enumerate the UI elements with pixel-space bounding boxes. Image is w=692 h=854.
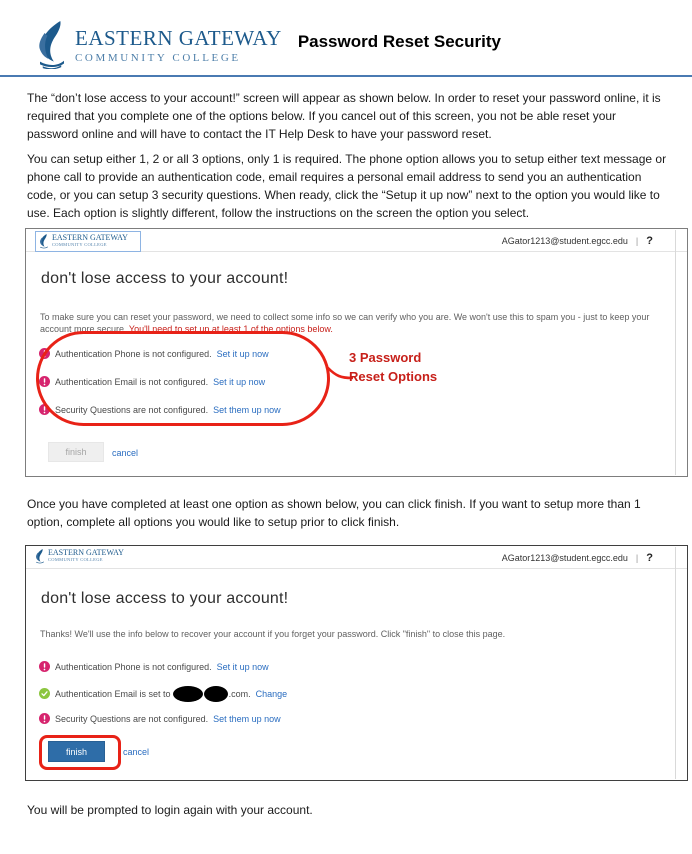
account-menu — [502, 552, 653, 564]
option-row-phone — [39, 347, 269, 360]
alert-icon — [39, 713, 50, 724]
annotation-line1: 3 Password — [349, 350, 422, 365]
help-icon[interactable]: ? — [646, 552, 653, 564]
alert-icon — [39, 404, 50, 415]
document-header — [0, 0, 692, 70]
intro-paragraph-1: The “don’t lose access to your account!” screen will appear as shown below. In order to reset your password online, it is required that you complete one of the options below. If you cancel out of this screen, you not be able reset your password online and will have to contact the IT Help Desk to have your password reset. — [27, 91, 661, 141]
egcc-logo-small-text — [48, 549, 124, 564]
finish-button-disabled[interactable]: finish — [48, 442, 104, 462]
setup-questions-link[interactable]: Set them up now — [213, 404, 281, 415]
annotation-label — [349, 349, 437, 386]
shot1-intro — [40, 312, 673, 335]
setup-phone-link[interactable]: Set it up now — [216, 348, 269, 359]
option-text: Authentication Phone is not configured. — [55, 661, 212, 672]
option-text-prefix: Authentication Email is set to — [55, 688, 171, 699]
page-title: Password Reset Security — [297, 32, 501, 51]
setup-questions-link[interactable]: Set them up now — [213, 713, 281, 724]
option-text: Security Questions are not configured. — [55, 713, 209, 724]
shot1-title: don't lose access to your account! — [41, 270, 289, 287]
logo-line2: COMMUNITY COLLEGE — [48, 558, 103, 563]
intro-plain: To make sure you can reset your password, we need to collect some info so we can verify who you are. We won't use this to spam you - just to keep your account more secure. — [40, 312, 650, 334]
option-row-email-configured — [39, 685, 287, 702]
shot2-title: don't lose access to your account! — [41, 590, 289, 607]
intro-paragraph-2: You can setup either 1, 2 or all 3 options, only 1 is required. The phone option allows you to setup either text message or phone call to provide an authentication code, email requires a personal email address to send you an authentication code, or you can setup 3 security questions. When ready, click the “Setup it up now” next to the option you would like to use. Each option is slightly different, follow the instructions on the screen the option you select. — [27, 152, 667, 220]
account-email: AGator1213@student.egcc.edu — [501, 553, 628, 563]
annotation-line2: Reset Options — [349, 368, 438, 384]
logo-line2: COMMUNITY COLLEGE — [75, 52, 241, 64]
change-email-link[interactable]: Change — [255, 688, 288, 699]
cancel-link[interactable]: cancel — [112, 448, 139, 458]
option-row-email — [39, 375, 265, 388]
setup-email-link[interactable]: Set it up now — [213, 376, 266, 387]
option-text: Security Questions are not configured. — [55, 404, 209, 415]
separator: | — [635, 553, 639, 563]
egcc-logo-small — [35, 549, 124, 564]
screenshot-email-configured — [25, 545, 688, 781]
option-text-suffix: .com. — [228, 688, 251, 699]
setup-phone-link[interactable]: Set it up now — [216, 661, 269, 672]
help-icon[interactable]: ? — [646, 235, 653, 247]
closing-paragraph: You will be prompted to login again with your account. — [27, 803, 313, 817]
header-divider — [0, 75, 692, 77]
option-text: Authentication Email is not configured. — [55, 376, 209, 387]
alert-icon — [39, 348, 50, 359]
intro-warning-red: You'll need to set up at least 1 of the options below. — [128, 323, 333, 334]
egcc-flame-icon — [36, 21, 68, 69]
egcc-logo-small-text — [52, 234, 128, 249]
option-text: Authentication Phone is not configured. — [55, 348, 212, 359]
account-menu — [502, 235, 653, 247]
egcc-flame-icon — [39, 234, 49, 249]
shot2-intro: Thanks! We'll use the info below to recover your account if you forget your password. Click "finish" to close this page. — [40, 629, 506, 639]
logo-line1: EASTERN GATEWAY — [52, 233, 128, 242]
logo-line1: EASTERN GATEWAY — [75, 26, 282, 50]
screenshot-options-not-configured — [25, 228, 688, 477]
logo-line2: COMMUNITY COLLEGE — [52, 243, 107, 248]
middle-paragraph: Once you have completed at least one option as shown below, you can click finish. If you want to setup more than 1 option, complete all options you would like to setup prior to click finish. — [27, 497, 641, 529]
alert-icon — [39, 376, 50, 387]
logo-line1: EASTERN GATEWAY — [48, 548, 124, 557]
scrollbar-track[interactable] — [675, 547, 676, 779]
option-row-questions — [39, 712, 281, 725]
alert-icon — [39, 661, 50, 672]
egcc-flame-icon — [35, 549, 45, 564]
redacted-email-part2 — [204, 686, 228, 702]
option-row-phone — [39, 660, 269, 673]
finish-button[interactable]: finish — [48, 741, 105, 762]
separator: | — [635, 236, 639, 246]
account-email: AGator1213@student.egcc.edu — [501, 236, 628, 246]
scrollbar-track[interactable] — [675, 230, 676, 475]
option-row-questions — [39, 403, 281, 416]
cancel-link[interactable]: cancel — [123, 747, 150, 757]
egcc-logo-small-boxed — [35, 231, 141, 252]
egcc-logo-text — [75, 26, 282, 64]
check-icon — [39, 688, 50, 699]
redacted-email-part1 — [173, 686, 203, 702]
